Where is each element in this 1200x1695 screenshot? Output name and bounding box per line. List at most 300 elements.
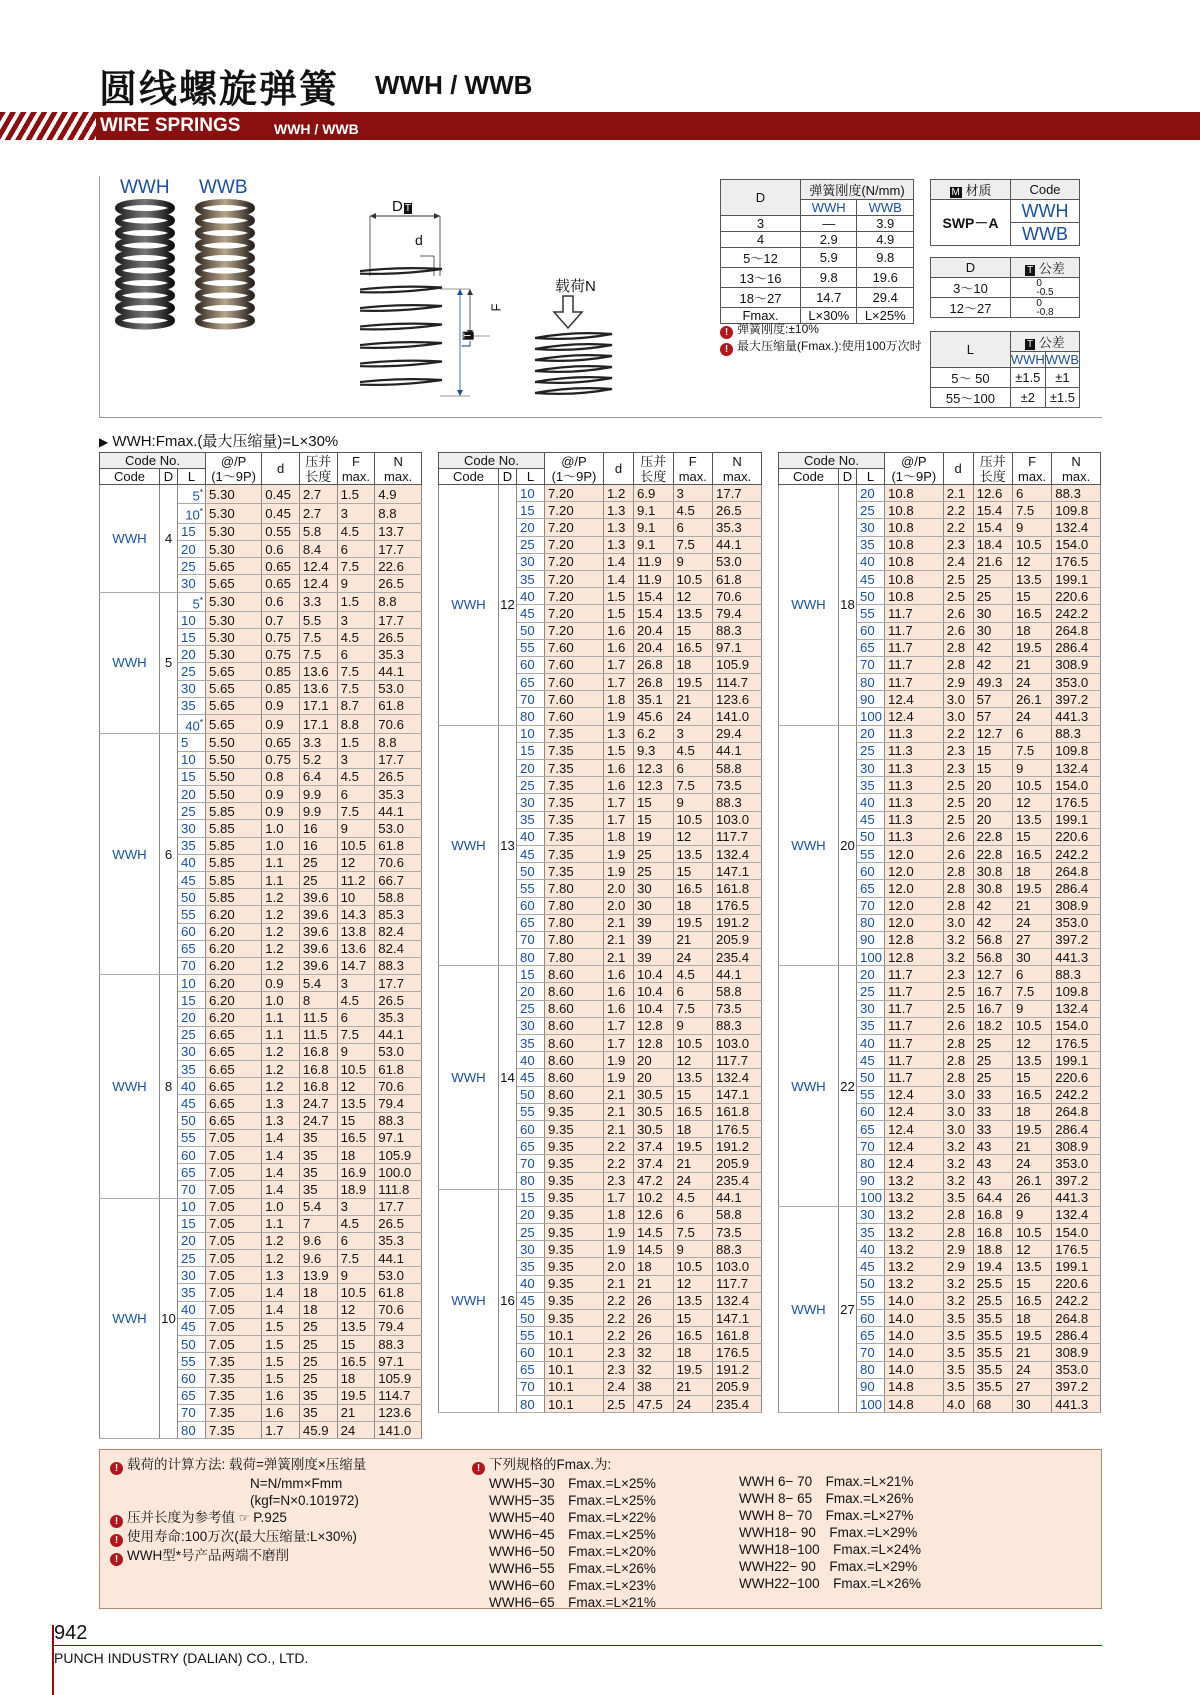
cell-solid-length: 35 <box>299 1387 337 1404</box>
cell-f: 18 <box>1012 1310 1051 1327</box>
cell-l: 25 <box>517 1000 545 1017</box>
cell-d: 2.6 <box>943 605 973 622</box>
cell-f: 9 <box>673 553 713 570</box>
cell-n: 154.0 <box>1052 777 1101 794</box>
table-row <box>779 1206 1101 1223</box>
cell-d: 1.3 <box>603 725 633 742</box>
cell-d: 2.8 <box>943 639 973 656</box>
cell-f: 26.1 <box>1012 691 1051 708</box>
cell-l: 30 <box>857 760 885 777</box>
rate-row <box>721 268 914 288</box>
cell-l: 70 <box>178 1404 206 1421</box>
cell-solid-length: 47.2 <box>634 1172 674 1189</box>
cell-p: 11.3 <box>885 742 944 759</box>
cell-f: 4.5 <box>673 1189 713 1206</box>
cell-l: 25 <box>178 1250 206 1267</box>
cell-solid-length: 12.3 <box>634 760 674 777</box>
cell-l: 35 <box>517 570 545 587</box>
cell-p: 10.8 <box>885 553 944 570</box>
cell-f: 9 <box>337 820 375 837</box>
table-row <box>439 485 762 502</box>
cell-solid-length: 5.4 <box>299 1198 337 1215</box>
rate-cell: 2.9 <box>801 232 857 248</box>
col-d-nominal: D <box>160 469 178 485</box>
cell-n: 109.8 <box>1052 983 1101 1000</box>
cell-p: 12.0 <box>885 880 944 897</box>
cell-d: 1.1 <box>262 1026 300 1043</box>
rate-col-d: D <box>721 180 801 216</box>
cell-f: 16.5 <box>673 1103 713 1120</box>
rate-cell: L×30% <box>801 308 857 324</box>
cell-n: 286.4 <box>1052 1327 1101 1344</box>
cell-l: 45 <box>178 1318 206 1335</box>
cell-l: 60 <box>178 1146 206 1163</box>
cell-n: 22.6 <box>375 558 422 575</box>
group-d: 10 <box>160 1198 178 1439</box>
note-4-text: WWH型*号产品两端不磨削 <box>127 1548 289 1563</box>
cell-l: 20 <box>517 760 545 777</box>
col-code: Code <box>779 469 839 485</box>
cell-n: 17.7 <box>375 611 422 628</box>
cell-f: 3 <box>337 975 375 992</box>
diagram-coil <box>360 324 442 330</box>
cell-n: 58.8 <box>713 1206 762 1223</box>
cell-p: 6.20 <box>206 923 262 940</box>
cell-solid-length: 35.1 <box>634 691 674 708</box>
cell-d: 1.7 <box>603 1189 633 1206</box>
cell-f: 14.7 <box>337 957 375 974</box>
cell-d: 1.2 <box>262 906 300 923</box>
cell-l: 55 <box>517 1327 545 1344</box>
cell-p: 6.65 <box>206 1061 262 1078</box>
rate-row <box>721 288 914 308</box>
cell-l: 100 <box>857 949 885 966</box>
cell-p: 5.85 <box>206 854 262 871</box>
cell-d: 3.2 <box>943 1155 973 1172</box>
cell-p: 10.8 <box>885 536 944 553</box>
group-d: 13 <box>499 725 517 966</box>
cell-p: 7.35 <box>545 863 604 880</box>
cell-n: 109.8 <box>1052 742 1101 759</box>
cell-d: 0.85 <box>262 663 300 680</box>
cell-d: 3.0 <box>943 1103 973 1120</box>
cell-solid-length: 21 <box>634 1275 674 1292</box>
cell-n: 199.1 <box>1052 1052 1101 1069</box>
cell-solid-length: 39.6 <box>299 906 337 923</box>
cell-n: 35.3 <box>375 786 422 803</box>
cell-f: 10.5 <box>673 570 713 587</box>
cell-p: 5.30 <box>206 540 262 557</box>
cell-n: 199.1 <box>1052 570 1101 587</box>
cell-f: 27 <box>1012 1378 1051 1395</box>
fmax-item: WWH5−30 Fmax.=L×25% <box>489 1476 656 1491</box>
cell-p: 10.8 <box>885 485 944 502</box>
cell-l: 45 <box>857 570 885 587</box>
cell-n: 242.2 <box>1052 605 1101 622</box>
cell-solid-length: 11.5 <box>299 1026 337 1043</box>
cell-solid-length: 16.8 <box>299 1061 337 1078</box>
cell-d: 1.1 <box>262 854 300 871</box>
cell-p: 10.1 <box>545 1378 604 1395</box>
cell-d: 4.0 <box>943 1395 973 1412</box>
col-solid-length: 压并 长度 <box>634 453 674 485</box>
cell-d: 2.1 <box>603 931 633 948</box>
cell-solid-length: 15.4 <box>634 605 674 622</box>
cell-p: 5.30 <box>206 611 262 628</box>
cell-l: 50 <box>857 1275 885 1292</box>
cell-p: 7.20 <box>545 502 604 519</box>
group-code: WWH <box>439 1189 499 1412</box>
fmax-title: 下列规格的Fmax.为: <box>489 1457 612 1472</box>
col-d: d <box>943 453 973 485</box>
cell-f: 19.5 <box>1012 880 1051 897</box>
cell-n: 17.7 <box>713 485 762 502</box>
cell-f: 7.5 <box>337 1250 375 1267</box>
cell-solid-length: 56.8 <box>973 949 1012 966</box>
page-title-code: WWH / WWB <box>375 70 533 100</box>
cell-n: 88.3 <box>1052 725 1101 742</box>
cell-n: 103.0 <box>713 1258 762 1275</box>
cell-f: 13.8 <box>337 923 375 940</box>
cell-p: 5.85 <box>206 889 262 906</box>
cell-p: 7.35 <box>206 1421 262 1438</box>
group-code: WWH <box>100 592 160 734</box>
cell-p: 7.05 <box>206 1129 262 1146</box>
cell-l: 30 <box>857 1206 885 1223</box>
cell-n: 132.4 <box>1052 519 1101 536</box>
cell-n: 88.3 <box>375 1336 422 1353</box>
fmax-item: WWH6−60 Fmax.=L×23% <box>489 1578 656 1593</box>
group-code: WWH <box>439 725 499 966</box>
cell-p: 7.60 <box>545 708 604 725</box>
cell-n: 58.8 <box>713 983 762 1000</box>
cell-d: 0.6 <box>262 540 300 557</box>
cell-f: 6 <box>337 1009 375 1026</box>
cell-f: 7.5 <box>1012 742 1051 759</box>
cell-d: 1.3 <box>603 519 633 536</box>
cell-l: 70 <box>178 1181 206 1198</box>
table-header-row <box>439 453 762 469</box>
cell-solid-length: 10.2 <box>634 1189 674 1206</box>
cell-p: 7.20 <box>545 622 604 639</box>
cell-solid-length: 12.3 <box>634 777 674 794</box>
cell-p: 10.1 <box>545 1361 604 1378</box>
cell-p: 5.65 <box>206 697 262 714</box>
cell-solid-length: 35.5 <box>973 1361 1012 1378</box>
cell-f: 6 <box>337 540 375 557</box>
cell-n: 26.5 <box>375 992 422 1009</box>
fmax-item: WWH6−50 Fmax.=L×20% <box>489 1544 656 1559</box>
cell-p: 10.1 <box>545 1344 604 1361</box>
cell-solid-length: 25 <box>299 1353 337 1370</box>
cell-l: 65 <box>857 1327 885 1344</box>
cell-d: 2.2 <box>943 502 973 519</box>
cell-l: 65 <box>178 1387 206 1404</box>
cell-n: 73.5 <box>713 1224 762 1241</box>
cell-solid-length: 25 <box>634 863 674 880</box>
cell-l: 40 <box>857 1241 885 1258</box>
cell-d: 2.1 <box>603 1103 633 1120</box>
cell-l: 80 <box>857 1155 885 1172</box>
cell-d: 3.0 <box>943 691 973 708</box>
col-l: L <box>857 469 885 485</box>
cell-l: 25 <box>857 983 885 1000</box>
cell-d: 1.1 <box>262 1215 300 1232</box>
section-title: ▶ WWH:Fmax.(最大压缩量)=L×30% <box>99 433 339 450</box>
cell-l: 50 <box>857 588 885 605</box>
cell-l: 35 <box>517 1258 545 1275</box>
cell-n: 235.4 <box>713 1172 762 1189</box>
cell-p: 9.35 <box>545 1224 604 1241</box>
cell-d: 1.3 <box>262 1267 300 1284</box>
cell-p: 9.35 <box>545 1120 604 1137</box>
cell-solid-length: 17.1 <box>299 697 337 714</box>
cell-solid-length: 32 <box>634 1344 674 1361</box>
cell-solid-length: 2.7 <box>299 504 337 523</box>
cell-n: 103.0 <box>713 811 762 828</box>
group-d: 18 <box>839 485 857 726</box>
cell-solid-length: 30 <box>634 897 674 914</box>
cell-n: 44.1 <box>713 536 762 553</box>
fmax-item: WWH22−100 Fmax.=L×26% <box>739 1576 921 1591</box>
tol-d-value: 0 -0.8 <box>1011 298 1080 318</box>
cell-solid-length: 11.9 <box>634 553 674 570</box>
cell-p: 7.35 <box>545 828 604 845</box>
cell-f: 24 <box>337 1421 375 1438</box>
group-d: 22 <box>839 966 857 1207</box>
cell-d: 2.9 <box>943 674 973 691</box>
cell-n: 191.2 <box>713 914 762 931</box>
cell-l: 70 <box>517 691 545 708</box>
tol-l-cell: ±1.5 <box>1010 368 1045 388</box>
col-code-no: Code No. <box>779 453 885 469</box>
notes-panel <box>99 1449 1102 1609</box>
cell-n: 66.7 <box>375 871 422 888</box>
cell-p: 8.60 <box>545 1052 604 1069</box>
cell-p: 6.20 <box>206 992 262 1009</box>
group-d: 5 <box>160 592 178 734</box>
cell-p: 12.4 <box>885 708 944 725</box>
cell-l: 30 <box>178 820 206 837</box>
group-d: 16 <box>499 1189 517 1412</box>
rate-cell: 13～16 <box>721 268 801 288</box>
cell-d: 3.2 <box>943 931 973 948</box>
cell-d: 2.8 <box>943 1035 973 1052</box>
cell-f: 6 <box>337 1232 375 1249</box>
cell-f: 10.5 <box>337 1061 375 1078</box>
cell-l: 40 <box>857 1035 885 1052</box>
cell-l: 30 <box>517 1017 545 1034</box>
col-n: N max. <box>713 453 762 485</box>
cell-l: 35 <box>178 697 206 714</box>
cell-n: 105.9 <box>713 656 762 673</box>
cell-d: 1.0 <box>262 820 300 837</box>
note-2-ref[interactable]: P.925 <box>253 1510 287 1525</box>
cell-d: 2.1 <box>603 1275 633 1292</box>
cell-solid-length: 64.4 <box>973 1189 1012 1206</box>
tol-l-col-wwb: WWB <box>1045 352 1079 367</box>
cell-solid-length: 42 <box>973 897 1012 914</box>
cell-p: 7.80 <box>545 880 604 897</box>
cell-l: 50 <box>517 1310 545 1327</box>
cell-n: 85.3 <box>375 906 422 923</box>
tol-d-range: 12～27 <box>931 298 1011 318</box>
footer-rule <box>52 1645 1102 1646</box>
col-d-nominal: D <box>839 469 857 485</box>
cell-l: 60 <box>517 656 545 673</box>
spec-table-col-3 <box>778 452 1101 1413</box>
cell-p: 5.30 <box>206 523 262 540</box>
cell-f: 10.5 <box>1012 536 1051 553</box>
cell-l: 15 <box>517 966 545 983</box>
cell-n: 29.4 <box>713 725 762 742</box>
cell-solid-length: 39.6 <box>299 940 337 957</box>
cell-d: 2.8 <box>943 880 973 897</box>
cell-d: 1.6 <box>603 777 633 794</box>
cell-f: 9 <box>1012 1000 1051 1017</box>
cell-n: 26.5 <box>375 768 422 785</box>
cell-n: 61.8 <box>375 697 422 714</box>
col-f: F max. <box>337 453 375 485</box>
cell-d: 2.2 <box>603 1138 633 1155</box>
cell-l: 35 <box>517 1035 545 1052</box>
cell-d: 0.75 <box>262 629 300 646</box>
cell-l: 15 <box>517 502 545 519</box>
cell-d: 0.9 <box>262 975 300 992</box>
cell-f: 9 <box>337 1043 375 1060</box>
cell-l: 55 <box>517 639 545 656</box>
dim-d-text: D <box>392 198 403 215</box>
tol-l-cell: 5～ 50 <box>931 368 1011 388</box>
cell-d: 0.45 <box>262 485 300 504</box>
cell-p: 12.4 <box>885 1120 944 1137</box>
cell-l: 20 <box>857 485 885 502</box>
table-row <box>439 1189 762 1206</box>
code-header: Code <box>1011 180 1080 200</box>
cell-p: 7.05 <box>206 1336 262 1353</box>
cell-d: 3.2 <box>943 1172 973 1189</box>
cell-l: 70 <box>517 931 545 948</box>
cell-d: 1.5 <box>262 1336 300 1353</box>
cell-n: 17.7 <box>375 751 422 768</box>
cell-d: 0.75 <box>262 646 300 663</box>
cell-d: 3.2 <box>943 949 973 966</box>
cell-n: 264.8 <box>1052 1103 1101 1120</box>
cell-f: 24 <box>1012 1155 1051 1172</box>
rate-col-wwb: WWB <box>857 200 914 216</box>
wwh-label: WWH <box>120 177 170 198</box>
cell-p: 11.3 <box>885 777 944 794</box>
dim-l-text: L <box>458 340 474 348</box>
cell-n: 132.4 <box>1052 1000 1101 1017</box>
cell-solid-length: 35.5 <box>973 1344 1012 1361</box>
group-code: WWH <box>779 1206 839 1412</box>
cell-f: 12 <box>673 1275 713 1292</box>
cell-f: 21 <box>673 691 713 708</box>
cell-n: 61.8 <box>375 1284 422 1301</box>
cell-p: 9.35 <box>545 1189 604 1206</box>
banner-hatch <box>0 112 96 140</box>
cell-n: 17.7 <box>375 1198 422 1215</box>
cell-p: 7.05 <box>206 1301 262 1318</box>
cell-f: 16.5 <box>673 880 713 897</box>
cell-n: 441.3 <box>1052 1189 1101 1206</box>
cell-p: 11.7 <box>885 1000 944 1017</box>
cell-n: 8.8 <box>375 504 422 523</box>
cell-f: 1.5 <box>337 485 375 504</box>
cell-p: 6.20 <box>206 975 262 992</box>
cell-p: 12.8 <box>885 949 944 966</box>
cell-d: 2.3 <box>943 966 973 983</box>
cell-solid-length: 13.6 <box>299 663 337 680</box>
diagram-coil <box>535 355 612 361</box>
note-calc-line-1: 载荷=弹簧刚度×压缩量 <box>229 1457 367 1472</box>
rate-row <box>721 232 914 248</box>
dim-l-label <box>459 331 474 347</box>
cell-f: 21 <box>1012 1344 1051 1361</box>
rate-row <box>721 248 914 268</box>
cell-solid-length: 11.5 <box>299 1009 337 1026</box>
cell-f: 12 <box>673 828 713 845</box>
cell-n: 61.8 <box>375 1061 422 1078</box>
diagram-coil <box>535 388 612 394</box>
cell-l: 80 <box>857 914 885 931</box>
rate-cell: 5.9 <box>801 248 857 268</box>
table-row <box>779 966 1101 983</box>
rate-cell: — <box>801 216 857 232</box>
cell-n: 35.3 <box>375 1232 422 1249</box>
cell-l: 45 <box>178 1095 206 1112</box>
cell-p: 7.80 <box>545 897 604 914</box>
l-tolerance-table <box>930 331 1080 408</box>
cell-n: 141.0 <box>713 708 762 725</box>
cell-f: 16.5 <box>337 1129 375 1146</box>
cell-l: 25 <box>517 777 545 794</box>
cell-solid-length: 15 <box>973 760 1012 777</box>
cell-p: 8.60 <box>545 1000 604 1017</box>
cell-d: 0.75 <box>262 751 300 768</box>
cell-p: 14.8 <box>885 1395 944 1412</box>
cell-p: 5.50 <box>206 751 262 768</box>
cell-l: 20 <box>178 1232 206 1249</box>
cell-l: 80 <box>857 674 885 691</box>
t-mark-icon-2: T <box>462 332 474 339</box>
cell-p: 7.20 <box>545 605 604 622</box>
cell-f: 24 <box>1012 914 1051 931</box>
cell-l: 90 <box>857 931 885 948</box>
cell-f: 13.5 <box>337 1318 375 1335</box>
cell-f: 15 <box>1012 1069 1051 1086</box>
cell-f: 3 <box>337 751 375 768</box>
cell-l: 60 <box>857 863 885 880</box>
cell-p: 8.60 <box>545 966 604 983</box>
cell-n: 176.5 <box>713 897 762 914</box>
cell-solid-length: 2.7 <box>299 485 337 504</box>
cell-d: 2.4 <box>943 553 973 570</box>
cell-solid-length: 12.4 <box>299 558 337 575</box>
cell-f: 7.5 <box>337 803 375 820</box>
cell-d: 0.65 <box>262 734 300 751</box>
cell-p: 7.35 <box>545 742 604 759</box>
cell-d: 1.9 <box>603 1241 633 1258</box>
cell-d: 1.7 <box>603 794 633 811</box>
cell-p: 11.7 <box>885 1035 944 1052</box>
tol-l-row <box>931 368 1080 388</box>
cell-n: 26.5 <box>375 575 422 592</box>
cell-solid-length: 13.9 <box>299 1267 337 1284</box>
cell-d: 2.8 <box>943 897 973 914</box>
cell-p: 7.35 <box>545 777 604 794</box>
